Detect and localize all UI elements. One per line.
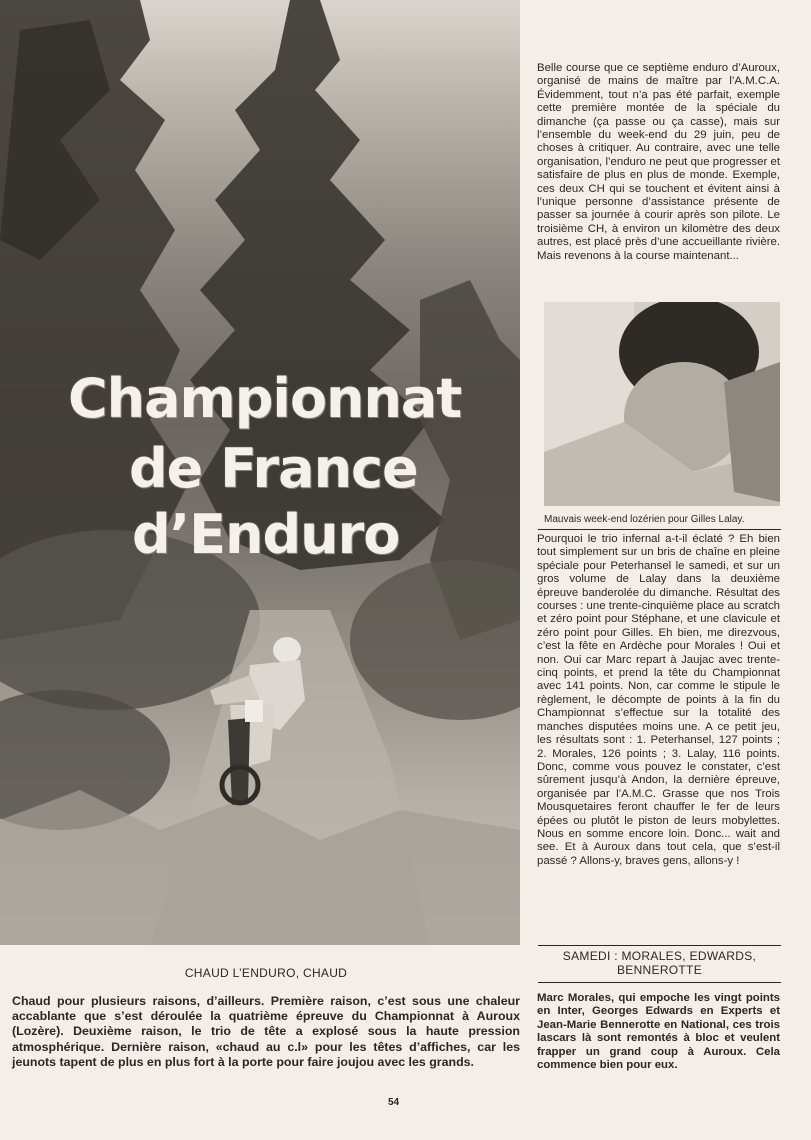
headline-line-2: de France [129,437,418,500]
samedi-paragraph: Marc Morales, qui empoche les vingt points en Inter, Georges Edwards en Experts et Jean-Marie Bennerotte en National, ces trois lascars là sont remontés à bloc et veulent frapper un grand coup à Auroux. Cela commence bien pour eux. [537,992,780,1072]
chaud-heading: CHAUD L’ENDURO, CHAUD [184,966,348,980]
headline-line-3: d’Enduro [132,503,400,566]
main-paragraph: Pourquoi le trio infernal a-t-il éclaté ? Eh bien tout simplement sur un bris de chaîne en pleine spéciale pour Peterhansel le samedi, et sur un gros volume de Lalay dans la deuxième épreuve banderolée du dimanche. Résultat des courses : une trente-cinquième place au scratch et zéro point pour Stéphane, et une clavicule et zéro point pour Gilles. Eh bien, me direzvous, c’est la fête en Ardèche pour Morales ! Oui et non. Oui car Marc repart à Jaujac avec trente-cinq points, et prend la tête du Championnat avec 141 points. Non, car comme le stipule le règlement, le décompte de points à la fin du Championnat s’effectue sur la totalité des manches disputées moins une. A ce petit jeu, les résultats sont : 1. Peterhansel, 127 points ; 2. Morales, 126 points ; 3. Lalay, 116 points. Donc, comme vous pouvez le constater, c’est sûrement jusqu’à Andon, la dernière épreuve, organisée par l’A.M.C. Grasse que nos Trois Mousquetaires feront chauffer le fer de leurs épées ou plutôt le piston de leurs mobylettes. Nous en somme encore loin. Donc... wait and see. Et à Auroux dans tout cela, que s’est-il passé ? Allons-y, braves gens, allons-y ! [537,533,780,867]
headline-line-1: Championnat [68,367,462,430]
inset-photo [544,302,780,506]
caption-divider [538,529,781,530]
rider-portrait-photo [544,302,780,506]
photo-caption: Mauvais week-end lozérien pour Gilles Lalay. [544,514,745,525]
chaud-paragraph: Chaud pour plusieurs raisons, d’ailleurs. Première raison, c’est sous une chaleur accablante que s’est déroulée la quatrième épreuve du Championnat à Auroux (Lozère). Deuxième raison, le trio de tête a explosé sous la haute pression atmosphérique. Dernière raison, «chaud au c.l» pour les têtes d’affiches, car les jeunots tapent de plus en plus fort à la porte pour faire joujou avec les grands. [12,994,520,1069]
samedi-heading-line-2: BENNEROTTE [616,963,702,977]
samedi-heading-line-1: SAMEDI : MORALES, EDWARDS, [562,949,757,963]
page-number: 54 [388,1097,400,1108]
samedi-divider-top [538,945,781,946]
samedi-divider-bottom [538,982,781,983]
intro-paragraph: Belle course que ce septième enduro d’Auroux, organisé de mains de maître par l’A.M.C.A. Évidemment, tout n’a pas été parfait, exemple cette première montée de la spéciale du dimanche (ça passe ou ça casse), mais sur l’ensemble du week-end du 29 juin, peu de choses à critiquer. Au contraire, avec une telle organisation, l’enduro ne peut que progresser et satisfaire de plus en plus de monde. Exemple, ces deux CH qui se touchent et évitent ainsi à l’unique personne d’assistance présente de passer sa journée à courir après son pilote. Le troisième CH, à environ un kilomètre des deux autres, est placé près d’une accueillante rivière. Mais revenons à la course maintenant... [537,62,780,262]
